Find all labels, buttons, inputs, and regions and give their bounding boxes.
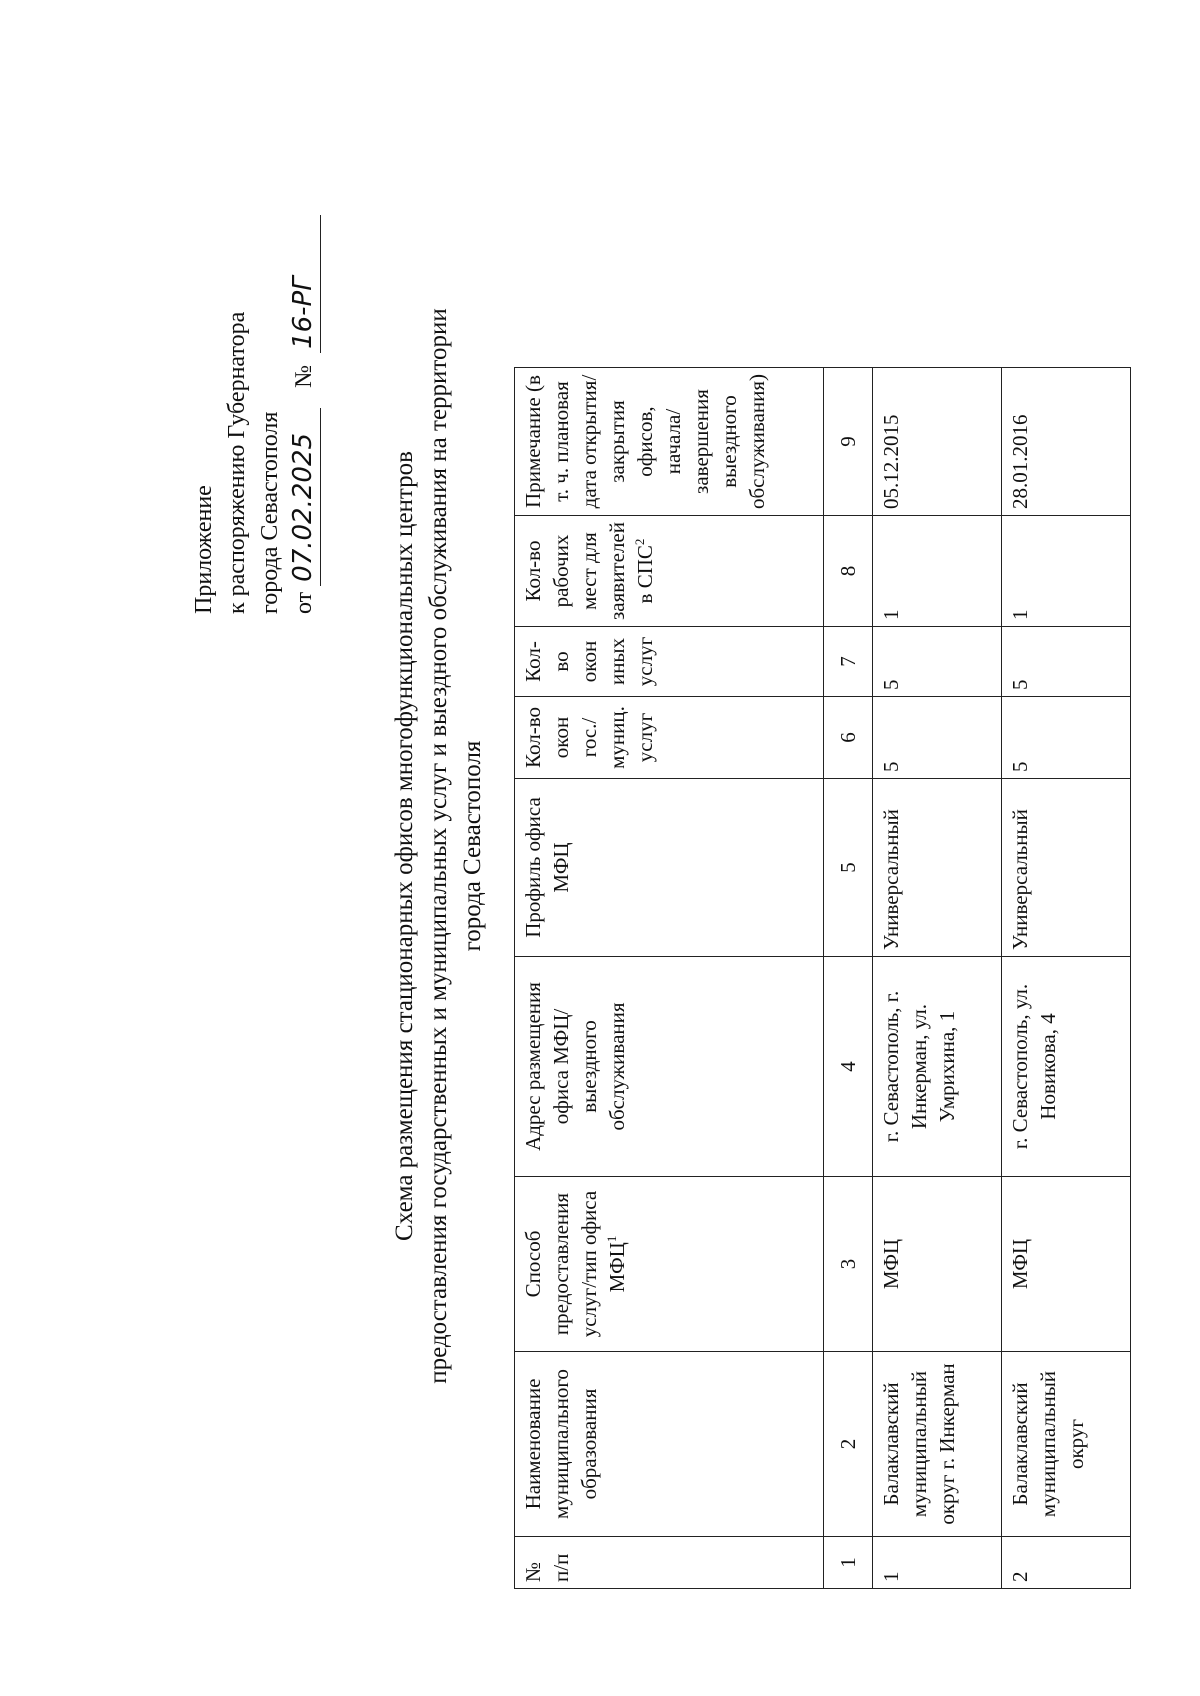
header-cell: Адрес размещения офиса МФЦ/ выездного обслуживания: [515, 957, 824, 1177]
column-number: 2: [824, 1352, 873, 1537]
header-cell: Профиль офиса МФЦ: [515, 779, 824, 957]
footnote-mark: 2: [632, 538, 647, 546]
header-cell: № п/п: [515, 1537, 824, 1589]
handwritten-date: 07.02.2025: [287, 408, 321, 586]
header-text: Кол-во рабочих мест для заявителей в СПС: [521, 522, 657, 620]
handwritten-number: 16-РГ: [287, 215, 321, 353]
appendix-line-1: Приложение: [191, 485, 217, 614]
title-line-3: города Севастополя: [459, 740, 486, 952]
column-number-row: [824, 367, 873, 1588]
column-number: 4: [824, 957, 873, 1177]
municipality-cell: Балаклавский муниципальный округ: [1002, 1352, 1131, 1537]
table-row: [1002, 367, 1131, 1588]
row-number: 1: [873, 1537, 1002, 1589]
document-title: [388, 246, 490, 1446]
footnote-mark: 1: [604, 1235, 619, 1243]
workplaces-cell: 1: [1002, 516, 1131, 627]
profile-cell: Универсальный: [873, 779, 1002, 957]
table-row: [873, 367, 1002, 1588]
address-cell: г. Севастополь, ул. Новикова, 4: [1002, 957, 1131, 1177]
type-cell: МФЦ: [1002, 1177, 1131, 1352]
appendix-line-3: города Севастополя: [257, 411, 283, 614]
number-sign: №: [291, 364, 317, 388]
workplaces-cell: 1: [873, 516, 1002, 627]
header-cell: Наименование муниципального образования: [515, 1352, 824, 1537]
column-number: 5: [824, 779, 873, 957]
column-number: 7: [824, 627, 873, 697]
municipality-cell: Балаклавский муниципальный округ г. Инкерман: [873, 1352, 1002, 1537]
row-number: 2: [1002, 1537, 1131, 1589]
note-cell: 05.12.2015: [873, 367, 1002, 515]
column-number: 9: [824, 367, 873, 515]
profile-cell: Универсальный: [1002, 779, 1131, 957]
appendix-line-2: к распоряжению Губернатора: [224, 311, 250, 614]
column-number: 3: [824, 1177, 873, 1352]
header-cell: Примечание (в т. ч. плановая дата открытия/ закрытия офисов, начала/ завершения выездного обслуживания): [515, 367, 824, 515]
header-cell: [515, 1177, 824, 1352]
header-text: Способ предоставления услуг/тип офиса МФЦ: [521, 1190, 629, 1338]
windows-gov-cell: 5: [873, 697, 1002, 779]
title-line-2: предоставления государственных и муниципальных услуг и выездного обслуживания на территории: [425, 308, 452, 1384]
windows-other-cell: 5: [873, 627, 1002, 697]
table-header-row: [515, 367, 824, 1588]
title-line-1: Схема размещения стационарных офисов многофункциональных центров: [391, 451, 418, 1241]
mfc-offices-table: [514, 367, 1131, 1589]
header-cell: Кол-во окон иных услуг: [515, 627, 824, 697]
column-number: 8: [824, 516, 873, 627]
note-cell: 28.01.2016: [1002, 367, 1131, 515]
windows-other-cell: 5: [1002, 627, 1131, 697]
windows-gov-cell: 5: [1002, 697, 1131, 779]
address-cell: г. Севастополь, г. Инкерман, ул. Умрихина, 1: [873, 957, 1002, 1177]
header-cell: [515, 516, 824, 627]
column-number: 1: [824, 1537, 873, 1589]
from-label: от: [291, 591, 317, 614]
header-cell: Кол-во окон гос./ муниц. услуг: [515, 697, 824, 779]
type-cell: МФЦ: [873, 1177, 1002, 1352]
table-container: [514, 367, 1131, 1589]
appendix-date-line: [287, 94, 321, 614]
column-number: 6: [824, 697, 873, 779]
appendix-block: [188, 94, 321, 614]
